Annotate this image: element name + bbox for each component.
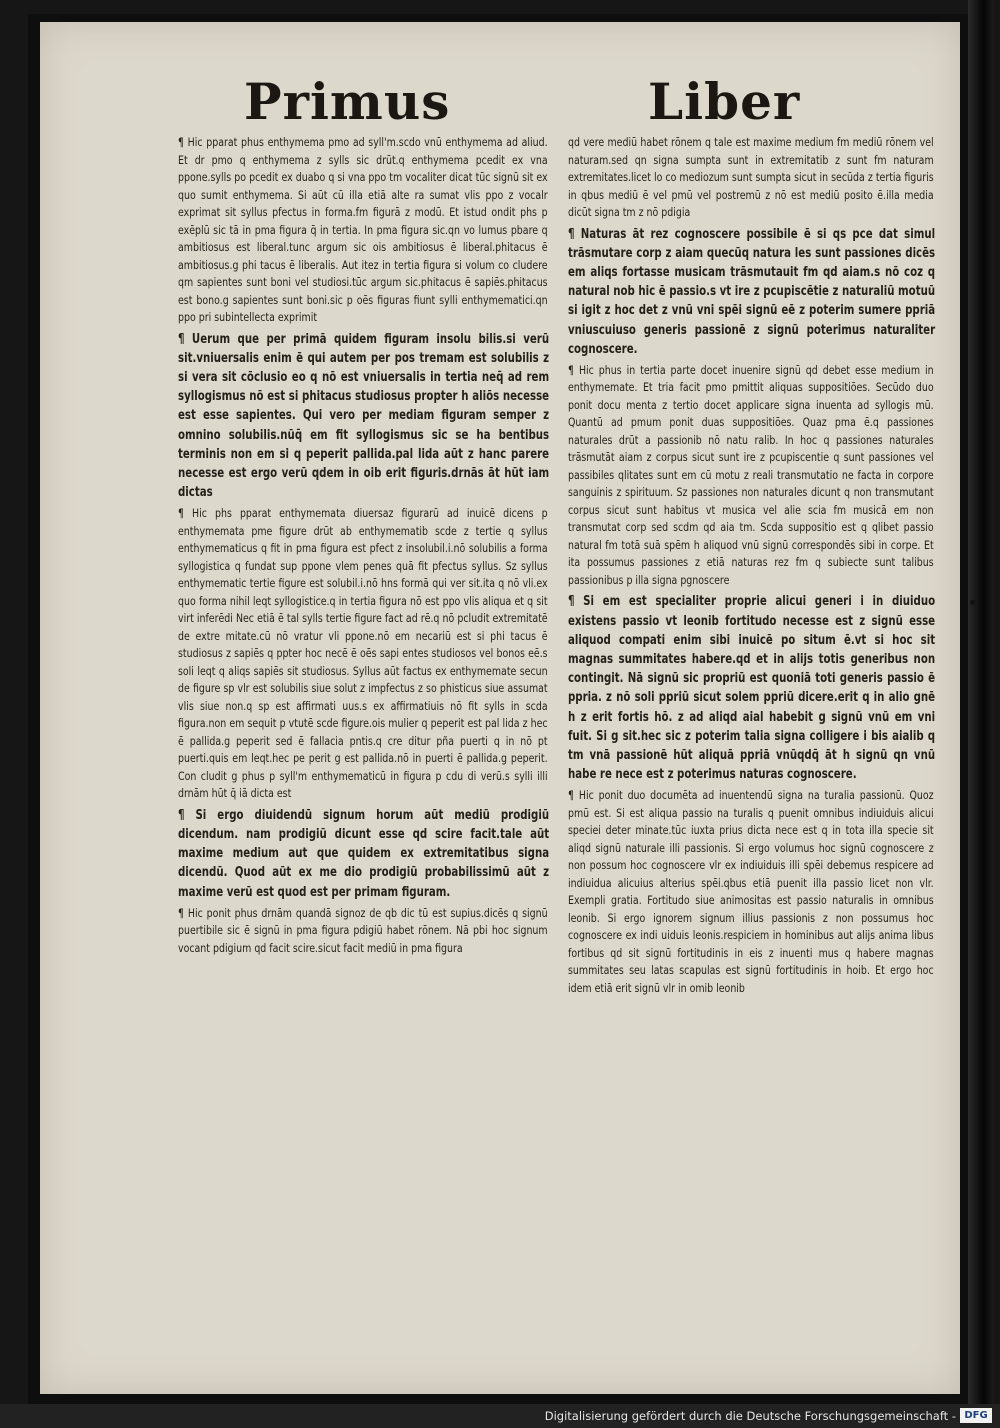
paragraph: ¶ Hic phus in tertia parte docet inuenire signū qd debet esse medium in enthymemate. Et tria facit pmo pmittit aliquas suppositiōes. Secūdo duo ponit docu menta z tertio docet applicare signa inuenta ad syllogis mū. Quantū ad pmum ponit duas suppositiōes. Quaz pma ē.q passiones naturales drūt a passionib nō natu ralib. In hoc q passiones naturales trāsmutāt aiam z corpus sicut sunt ire z pcupiscentie q sunt passiones vel passibiles qlitates sunt em cū motu z reali transmutatio ne facta in corpore sanguinis z spirituum. Sz passiones non naturales dicunt q non transmutant corpus sicut sunt habitus vt musica vel alie scia fm musicā em non transmutat corp sed scdm qd aia tm. Scda suppositio est q qlibet passio natural fm totā suā spēm h aliquod vnū signū correspondēs sibi in corpe. Et ita possumus passiones z etiā naturas rez fm q subiecte sunt talibus passionibus p illa signa pgnoscere <box>568 362 934 587</box>
text-column-left <box>178 134 550 960</box>
lemma-paragraph: ¶ Uerum que per primā quidem figuram insolu bilis.si verū sit.vniuersalis enim ē qui autem per pos tremam est solubilis z si vera sit cōclusio eo q nō est vniuersalis in tertia neq̄ ad rem syllogismus nō est si phitacus studiosus propter h aliōs necesse est esse sapientes. Qui vero per mediam figuram semper z omnino solubilis.nūq̄ em fit syllogismus sic se ha bentibus terminis non em si q peperit pallida.pal lida aūt z hanc parere necesse est ergo verū qdem in oib erit figuris.drnās āt hūt iam dictas <box>178 331 550 501</box>
running-head-left: Primus <box>244 72 451 131</box>
paragraph: ¶ Hic phs pparat enthymemata diuersaz figurarū ad inuicē dicens p enthymemata pme figure drūt ab enthymematib scde z tertie q syllus enthymematicus q fit in pma figura est pfect z insolubil.i.nō solubilis a forma syllogistica q fundat sup ppone vlem penes quā fit pfectus syllus. Sz syllus enthymematic tertie figure est solubil.i.nō hns formā qui ver sit.ita q nō vli.ex quo forma nihil leqt syllogistice.q in tertia figura nō est ppo vlis aliqua et q sit virt inferēdi Nec etiā ē tal sylls tertie figure fact ad rē.q nō pcludit extremitatē de extre mitate.cū nō vratur vli ppone.nō em necariū est si phi tacus ē studiosus z sapiēs q ppter hoc necē ē oēs sapi entes studiosos vel bonos eē.s soli leqt q aliqs sapiēs sit studiosus. Syllus aūt factus ex enthymemate secun de figure sp vlr est solubilis siue solut z impfectus z so phisticus siue assumat vlis siue non.q sp est affirmati uus.s ex affirmatiuis nō fit sylls in scda figura.non em sequit p vtutē scde figure.ois mulier q peperit est pal lida z hec ē pallida.g peperit sed ē fallacia pntis.q cre ditur pña puerti q in nō pt puerti.quis em leqt.hec pe perit g est pallida.nō in puerti ē pallida.g peperit. Con cludit g phus p syll'm enthymematicū in figura p cdu di verū.s sylli illi drnām hūt q̄ iā dicta est <box>178 506 548 801</box>
lemma-paragraph: ¶ Si em est specialiter proprie alicui generi i in diuiduo existens passio vt leonib fortitudo necesse est z signū esse aliquod compati enim sibi inuicē po situm ē.vt si hoc sit magnas summitates habere.qd et in alijs totis generibus non contingit. Nā signū sic propriū est quoniā toti generis passio ē ppria. z nō soli ppriū sicut solem ppriū dicere.erit q in alio gnē h z erit fortis hō. z ad aliqd aial habebit g signū vnū em vni fuit. Si g sit.hec sic z poterim talia signa colligere i bis aialib q tm vnā passionē hūt aliquā ppriā vnūqdq̄ āt h signū qn vnū habe re nece est z poterimus naturas cognoscere. <box>568 594 936 783</box>
scan-mark <box>970 600 975 605</box>
text-column-right <box>568 134 936 1000</box>
paragraph: ¶ Hic pparat phus enthymema pmo ad syll'm.scdo vnū enthymema ad aliud. Et dr pmo q enthymema z sylls sic drūt.q enthymema pcedit ex vna ppone.sylls po pcedit ex duabo q si vna ppo tm vocaliter dicat tūc signū sit ex quo sumit enthymema. Si aūt cū illa etiā alte ra sumat vlis ppo z vocalr exprimat sit syllus pfectus in forma.fm figurā z modū. Et istud ondit phs p exēplū sic tā in pma figura q̄ in tertia. In pma figura sic.qn vo lumus pbare q ambitiosus est liberal.tunc argum sic ois ambitiosus ē liberal.phitacus ē ambitiosus.g phi tacus ē liberalis. Aut itez in tertia figura si volum co cludere qm sapientes sunt boni vel studiosi.tūc argum sic.phitacus ē sapiēs.phitacus est bono.g sapientes sunt boni.sic p oēs figuras fiunt sylli enthymematici.qn ppo pri subintellecta exprimit <box>178 135 548 324</box>
binding-shadow <box>968 0 994 1428</box>
dfg-logo[interactable]: DFG <box>960 1408 992 1423</box>
paragraph: ¶ Hic ponit phus drnām quandā signoz de qb dic tū est supius.dicēs q signū puertibile sic ē signū in pma figura pdigiū habet rōnem. Nā pbi hoc signum vocant pdigium qd facit scire.sicut facit mediū in pma figura <box>178 905 548 955</box>
lemma-paragraph: ¶ Naturas āt rez cognoscere possibile ē si qs pce dat simul trāsmutare corp z aiam quecūq natura les sunt passiones dicēs em aliqs fortasse musicam trāsmutauit fm qd aiam.s nō coz q natural nob hic ē passio.s vt ire z pcupiscētie z naturaliū motuū si igit z hoc det z vnū vni spēi signū eē z poterim sumere ppriā vniuscuiuso generis passionē z signū poterimus naturaliter cognoscere. <box>568 226 936 357</box>
funding-credit: Digitalisierung gefördert durch die Deutsche Forschungsgemeinschaft - <box>544 1409 956 1423</box>
lemma-paragraph: ¶ Si ergo diuidendū signum horum aūt mediū prodigiū dicendum. nam prodigiū dicunt esse qd scire facit.tale aūt maxime medium aut que quidem ex extremitatibus signa dicendū. Quod aūt ex me dio prodigiū probabilissimū aūt z maxime verū est quod est per primam figuram. <box>178 807 550 900</box>
running-head-right: Liber <box>648 72 801 131</box>
paragraph: ¶ Hic ponit duo documēta ad inuentendū signa na turalia passionū. Quoz pmū est. Si est aliqua passio na turalis q puenit omnibus indiuiduis alicui speciei deter minate.tūc iuxta prius dicta nece est q in tota illa specie sit aliqd signū naturale illi passionis. Si ergo volumus hoc signū cognoscere z non possum hoc cognoscere vlr ex indiuiduis illi spēi debemus respicere ad indiuidua alicuius alterius spēi.qbus etiā puenit illa passio licet non vlr. Exempli gratia. Fortitudo siue animositas est passio naturalis in omnibus leonib. Si ergo ignorem signum illius passionis z non possumus hoc cognoscere ex indi uiduis leonis.respiciem in hominibus aut alijs anima libus fortibus qd sit signū fortitudinis in eis z inuenti mus q habere magnas summitates seu latas scapulas est signū fortitudinis in hoib. Et ergo hoc idem etiā erit signū vlr in omib leonib <box>568 788 934 995</box>
paragraph: qd vere mediū habet rōnem q tale est maxime medium fm mediū rōnem vel naturam.sed qn signa sumpta sunt in extremitatib z sunt fm naturam extremitates.licet lo co mediozum sunt sumpta sicut in secūda z tertia figuris in qbus mediū ē vel pmū vel postremū z nō est mediū posito ē.illa media dicūt signa tm z nō pdigia <box>568 135 934 219</box>
